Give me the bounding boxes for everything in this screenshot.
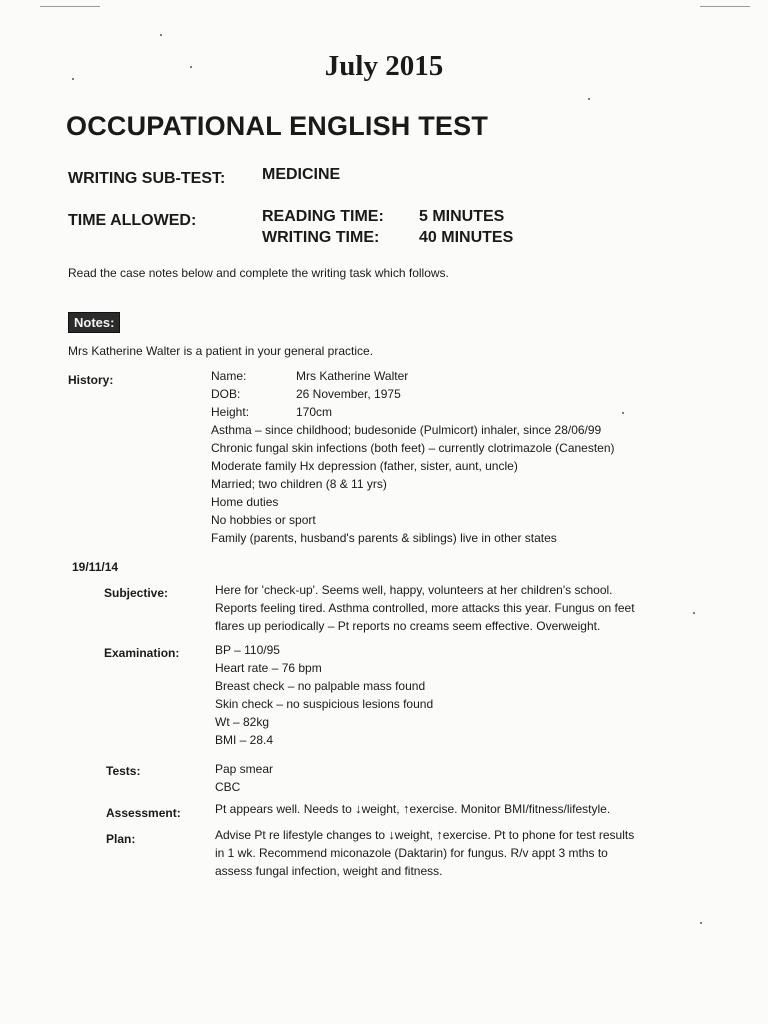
subtest-value: MEDICINE [262,166,341,183]
notes-tag: Notes: [68,312,120,333]
subjective-text [215,581,695,635]
time-allowed-label: TIME ALLOWED: [68,212,197,229]
plan-line: in 1 wk. Recommend miconazole (Daktarin) for fungus. R/v appt 3 mths to [215,846,608,860]
plan-line: assess fungal infection, weight and fitness. [215,864,443,878]
tests-line: CBC [215,780,241,794]
history-line: Moderate family Hx depression (father, sister, aunt, uncle) [211,459,518,473]
assessment-text-part: weight, [361,802,403,816]
page-title: OCCUPATIONAL ENGLISH TEST [66,111,489,141]
plan-text [215,826,695,880]
examination-line: BMI – 28.4 [215,733,274,747]
subjective-line: Here for 'check-up'. Seems well, happy, volunteers at her children's school. [215,583,613,597]
scan-speck [622,412,624,414]
history-lines [211,421,691,547]
arrow-down-icon: ↓ [355,801,362,816]
reading-time-value: 5 MINUTES [419,208,505,225]
assessment-label: Assessment: [106,806,181,820]
subjective-label: Subjective: [104,586,169,600]
scan-artifact-line [40,6,100,7]
reading-time-label: READING TIME: [262,208,384,225]
writing-time-label: WRITING TIME: [262,229,380,246]
examination-line: Skin check – no suspicious lesions found [215,697,434,711]
visit-date: 19/11/14 [72,560,119,574]
subjective-line: Reports feeling tired. Asthma controlled, more attacks this year. Fungus on feet [215,601,635,615]
arrow-up-icon: ↑ [402,801,410,816]
history-line: Asthma – since childhood; budesonide (Pulmicort) inhaler, since 28/06/99 [211,423,602,437]
arrow-up-icon: ↑ [436,827,443,842]
dob-value: 26 November, 1975 [296,387,401,401]
plan-text-part: exercise. Pt to phone for test results [442,828,635,842]
height-value: 170cm [296,405,333,419]
plan-label: Plan: [106,832,136,846]
examination-line: Breast check – no palpable mass found [215,679,426,693]
tests-label: Tests: [106,764,141,778]
assessment-text-part: exercise. Monitor BMI/fitness/lifestyle. [409,802,611,816]
height-key: Height: [211,405,250,419]
history-line: No hobbies or sport [211,513,316,527]
history-line: Married; two children (8 & 11 yrs) [211,477,387,491]
assessment-text-part: Pt appears well. Needs to [215,802,356,816]
tests-text [215,760,695,796]
scan-speck [160,34,162,36]
history-dob-row [211,387,401,401]
history-label: History: [68,373,114,387]
scan-speck [700,922,702,924]
exam-date: July 2015 [324,50,444,82]
assessment-text [215,800,695,818]
name-key: Name: [211,369,247,383]
examination-line: Wt – 82kg [215,715,270,729]
writing-time-value: 40 MINUTES [419,229,514,246]
patient-intro: Mrs Katherine Walter is a patient in your general practice. [68,344,374,358]
examination-line: BP – 110/95 [215,643,280,657]
examination-text [215,641,695,749]
history-line: Home duties [211,495,279,509]
subjective-line: flares up periodically – Pt reports no creams seem effective. Overweight. [215,619,601,633]
instructions: Read the case notes below and complete the writing task which follows. [68,266,449,280]
history-name-row [211,369,408,383]
dob-key: DOB: [211,387,241,401]
arrow-down-icon: ↓ [388,827,395,842]
history-line: Family (parents, husband's parents & siblings) live in other states [211,531,557,545]
name-value: Mrs Katherine Walter [296,369,409,383]
plan-text-part: Advise Pt re lifestyle changes to [215,828,389,842]
history-height-row [211,405,332,419]
history-line: Chronic fungal skin infections (both feet) – currently clotrimazole (Canesten) [211,441,615,455]
scan-speck [588,98,590,100]
examination-line: Heart rate – 76 bpm [215,661,322,675]
examination-label: Examination: [104,646,180,660]
tests-line: Pap smear [215,762,274,776]
plan-text-part: weight, [394,828,437,842]
subtest-label: WRITING SUB-TEST: [68,170,226,187]
scan-artifact-line [700,6,750,7]
